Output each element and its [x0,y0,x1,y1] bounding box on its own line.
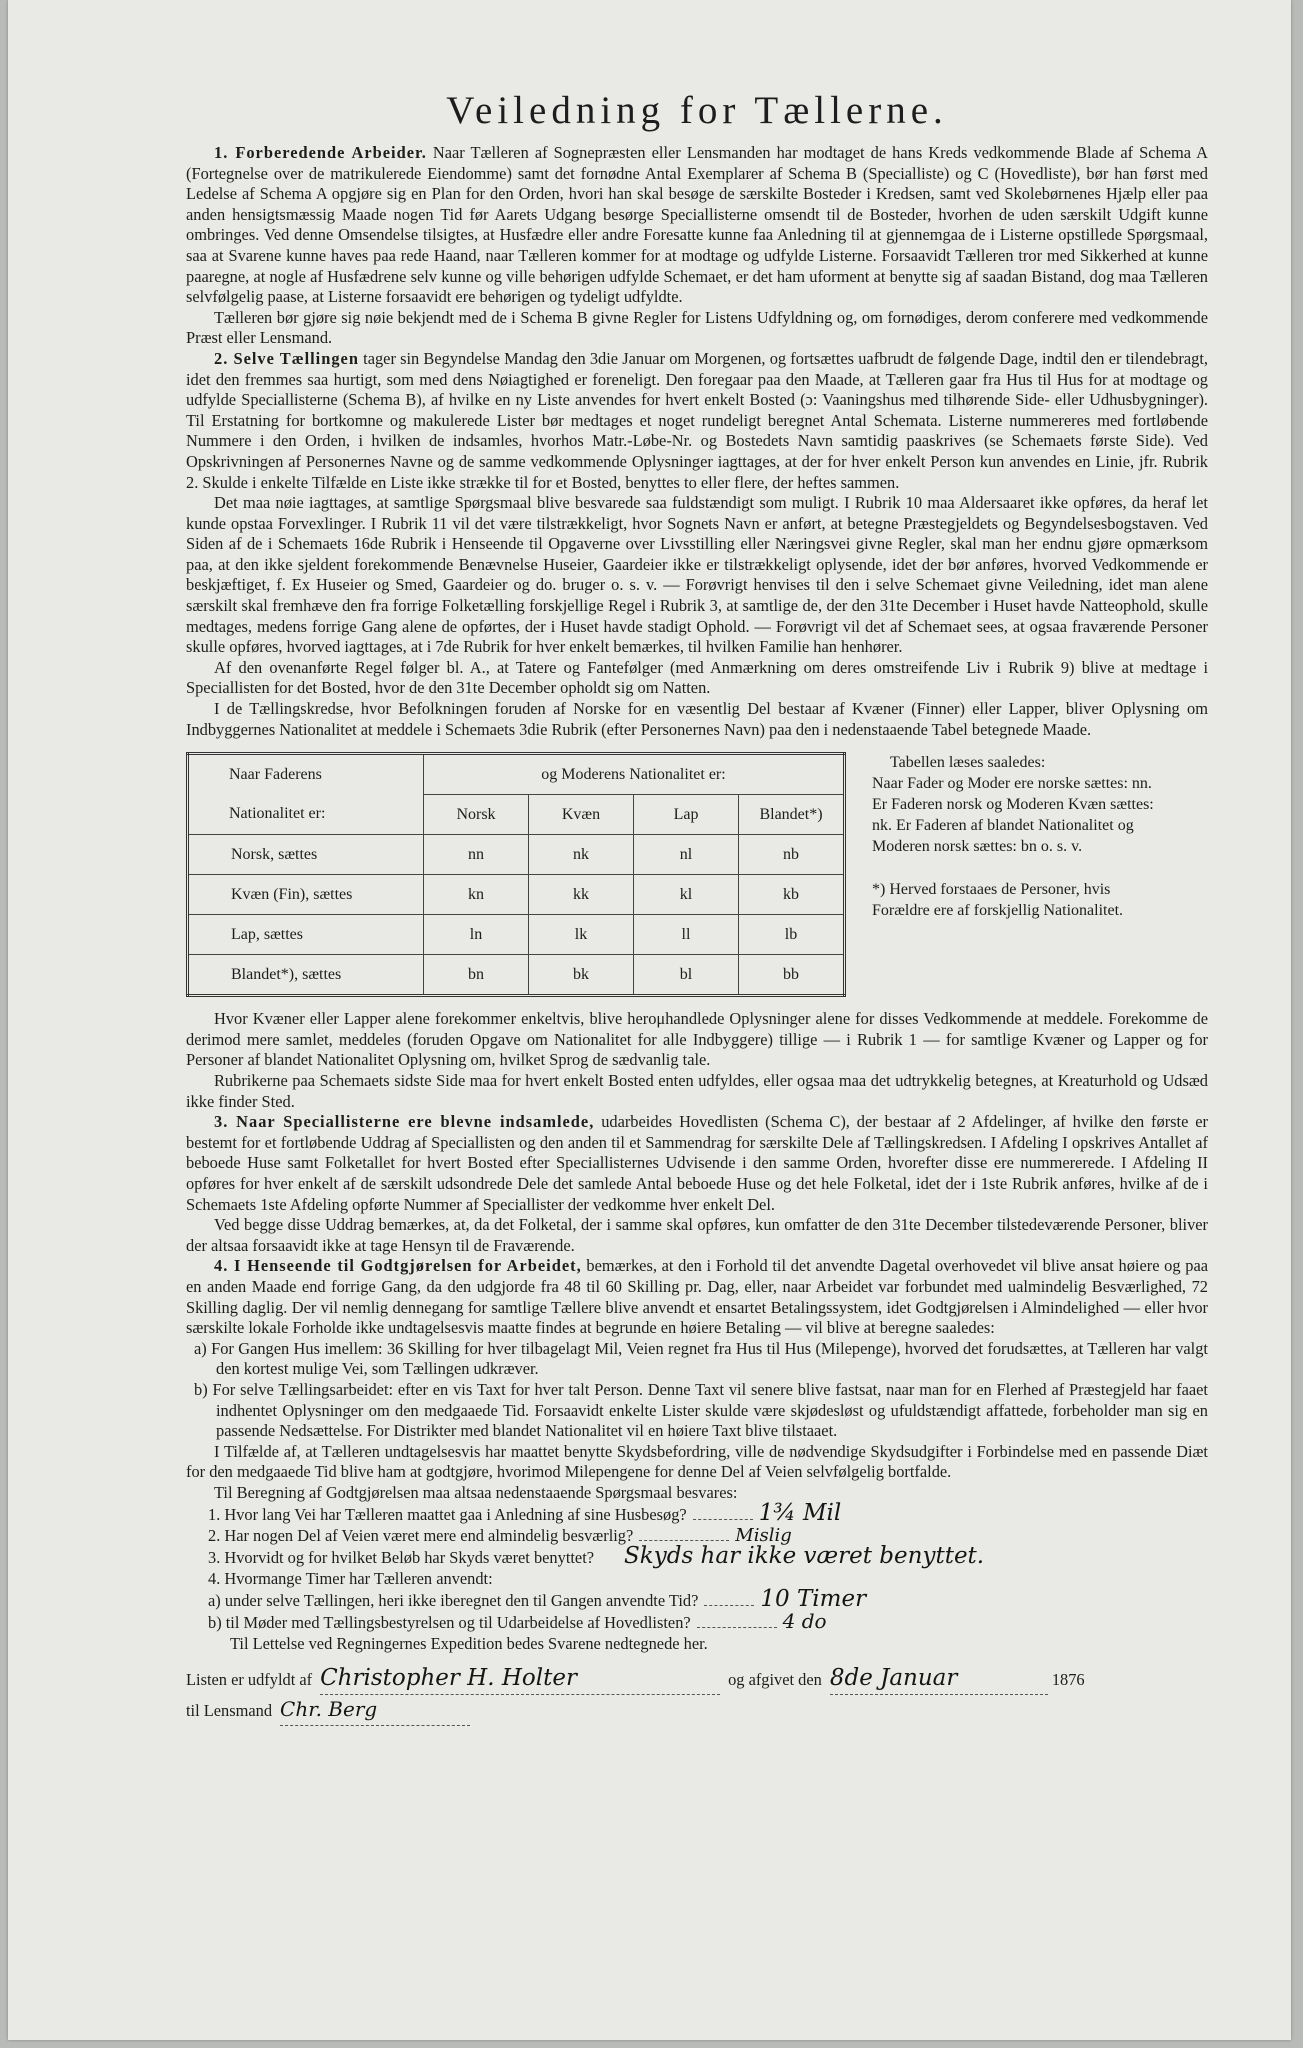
section-3-paragraph-2: Ved begge disse Uddrag bemærkes, at, da det Folketal, der i samme skal opføres, kun omfatter de den 31te December tilstedeværende Personer, bliver der altsaa forsaavidt ikke at tage Hensyn til de Fraværende. [186,1215,1208,1255]
section-4-heading: 4. I Henseende til Godtgjørelsen for Arbeidet, [214,1256,582,1276]
section-1-heading: 1. Forberedende Arbeider. [214,143,427,162]
section-4-paragraph-2: I Tilfælde af, at Tælleren undtagelsesvis har maattet benytte Skydsbefordring, ville de nødvendige Skydsudgifter i Forbindelse med en passende Diæt for den medgaaede Tid blive ham at godtgjøre, hvorimod Milepengene for denne Del af Veien selvfølgelig bortfalde. [186,1441,1208,1482]
section-3-paragraph [186,1112,1208,1215]
paper-sheet [8,0,1291,2040]
questions-block [186,1500,1208,1654]
section-2-paragraph-3: Af den ovenanførte Regel følger bl. A., at Tatere og Fantefølger (med Anmærkning om deres omstreifende Liv i Rubrik 9) blive at medtage i Speciallisten for det Bosted, hvor de den 31te December opholdt sig om Natten. [186,657,1208,698]
table-cell: kn [424,875,529,915]
table-explanation-text: Naar Fader og Moder ere norske sættes: nn. Er Faderen norsk og Moderen Kvæn sættes: nk. Er Faderen af blandet Nationalitet og Moderen norsk sættes: bn o. s. v. [872,775,1154,856]
document-page [186,85,1208,1726]
answer-4a-handwritten: 10 Timer [760,1586,867,1613]
table-row [188,835,845,875]
question-4a-text: a) under selve Tællingen, heri ikke iberegnet den til Gangen anvendte Tid? [208,1591,699,1611]
table-cell: lk [529,915,634,955]
table-cell: nl [634,835,739,875]
answer-3-handwritten: Skyds har ikke været benyttet. [624,1543,985,1570]
table-explanation [872,752,1162,997]
table-cell: nk [529,835,634,875]
section-4-paragraph [186,1256,1208,1338]
question-4b [208,1611,1208,1633]
lensmand-field [280,1695,470,1726]
col-header-blandet: Blandet*) [739,795,845,835]
answer-line [693,1518,753,1520]
lensmand-name-handwritten: Chr. Berg [280,1697,378,1722]
date-handwritten: 8de Januar [829,1665,958,1692]
filled-by-field [320,1664,720,1695]
section-1-paragraph [186,143,1208,308]
section-3-heading: 3. Naar Speciallisterne ere blevne indsamlede, [214,1112,595,1132]
rule-a: a) For Gangen Hus imellem: 36 Skilling for hver tilbagelagt Mil, Veien regnet fra Hus til Hus (Milepenge), hvorved det forudsættes, at Tælleren har valgt den kortest mulige Vei, som Tællingen udkræver. [194,1338,1208,1379]
table-cell: bk [529,955,634,996]
answer-1-handwritten: 1¾ Mil [758,1500,842,1527]
after-table-paragraph: Hvor Kvæner eller Lapper alene forekommer enkeltvis, blive herομhandlede Oplysninger alene for disses Vedkommende at meddele. Forekomme de derimod mere samlet, meddeles (foruden Opgave om Nationalitet for alle Indbyggere) tillige — i Rubrik 1 — for samtlige Kvæner og Lapper og for Personer af blandet Nationalitet Oplysning om, hvilket Sprog de sædvanlig tale. [186,1009,1208,1070]
footnote-blandet: *) Herved forstaaes de Personer, hvis Forældre ere af forskjellig Nationalitet. [872,881,1124,920]
table-cell: nn [424,835,529,875]
section-2-heading: 2. Selve Tællingen [214,348,359,368]
section-4-paragraph-3: Til Beregning af Godtgjørelsen maa altsaa nedenstaaende Spørgsmaal besvares: [214,1482,738,1502]
expedition-note: Til Lettelse ved Regningernes Expedition bedes Svarene nedtegnede her. [230,1634,708,1654]
row-label: Kvæn (Fin), sættes [188,875,424,915]
question-4a [208,1586,1208,1613]
signature-line [186,1664,1208,1695]
section-2-text: tager sin Begyndelse Mandag den 3die Januar om Morgenen, og fortsættes uafbrudt de følgende Dage, indtil den er tilendebragt, idet den fremmes saa hurtigt, som med dens Nøiagtighed er foreneligt. Den foregaar paa den Maade, at Tælleren gaar fra Hus til Hus for at modtage og udfylde Speciallisterne (Schema B), af hvilke en ny Liste anvendes for hvert enkelt Bosted (ɔ: Vaaningshus med tilhørende Side- eller Udhusbygninger). Til Erstatning for bortkomne og makulerede Lister bør medtages et noget rundeligt beregnet Antal Schemata. Listerne nummereres med fortløbende Nummere i den Orden, i hvilken de indsamles, hvorhos Matr.-Løbe-Nr. og Bostedets Navn samtidig paaskrives (se Schemaets første Side). Ved Opskrivningen af Personernes Navne og de samme vedkommende Oplysninger iagttages, at der for hver enkelt Person kun anvendes en Linie, jfr. Rubrik 2. Skulde i enkelte Tilfælde en Liste ikke strække til for et Bosted, benyttes to eller flere, der heftes sammen. [186,348,1208,492]
table-cell: bn [424,955,529,996]
answer-line [639,1539,729,1541]
table-cell: ll [634,915,739,955]
nationality-section [186,752,1208,997]
lensmand-prefix: til Lensmand [186,1701,273,1721]
question-3 [208,1543,1208,1570]
answer-line [704,1604,754,1606]
section-2-paragraph-2: Det maa nøie iagttages, at samtlige Spørgsmaal blive besvarede saa fuldstændigt som muligt. I Rubrik 10 maa Aldersaaret ikke opføres, da heraf let kunde opstaa Forvexlinger. I Rubrik 11 vil det være tilstrækkeligt, hvor Sognets Navn er anført, at betegne Præstegjeldets og Begyndelsesbogstaven. Ved Siden af de i Schemaets 16de Rubrik i Henseende til Opgaverne over Livsstilling eller Næringsvei givne Regler, skal man her endnu gjøre opmærksom paa, at den ikke sjeldent forekommende Benævnelse Huseier, Gaardeier ikke er tilstrækkeligt oplysende, idet der bør anføres, hvorved Vedkommende er beskjæftiget, f. Ex Huseier og Smed, Gaardeier og do. bruger o. s. v. — Forøvrigt henvises til den i selve Schemaet givne Veiledning, idet man alene særskilt skal fremhæve den fra forrige Folketælling forskjellige Regel i Rubrik 3, at samtlige de, der den 31te December i Huset havde Natteophold, skulle medtages, medens forrige Gang alene de opførtes, der i Huset havde stadigt Ophold. — Forøvrigt vil det af Schemaet sees, at ogsaa fraværende Personer skulle opføres, hvorved iagttages, at i 7de Rubrik for hver enkelt bemærkes, til hvilken Familie han henhører. [186,493,1208,657]
table-row [188,875,845,915]
question-1-text: 1. Hvor lang Vei har Tælleren maattet gaa i Anledning af sine Husbesøg? [208,1505,687,1525]
table-cell: kl [634,875,739,915]
col-header-kvaen: Kvæn [529,795,634,835]
question-1 [208,1500,1208,1527]
rule-b: b) For selve Tællingsarbeidet: efter en vis Taxt for hver talt Person. Denne Taxt vil senere blive fastsat, naar man for en Flerhed af Præstegjeld har faaet indhentet Oplysninger om den medgaaede Tid. Forsaavidt enkelte Lister skulde være skjødesløst og ufuldstændigt affattede, forbeholder man sig en passende Nedsættelse. For Distrikter med blandet Nationalitet vil en høiere Taxt blive tilstaaet. [194,1379,1208,1441]
signature-prefix: Listen er udfyldt af [186,1670,313,1690]
nationality-table [186,752,846,997]
table-corner-top: Naar Faderens [188,754,424,795]
question-4b-text: b) til Møder med Tællingsbestyrelsen og til Udarbeidelse af Hovedlisten? [208,1613,691,1633]
row-label: Norsk, sættes [188,835,424,875]
table-cell: kk [529,875,634,915]
row-label: Lap, sættes [188,915,424,955]
table-explanation-heading: Tabellen læses saaledes: [890,754,1046,772]
question-2-text: 2. Har nogen Del af Veien været mere end almindelig besværlig? [208,1526,634,1546]
date-field [830,1664,1048,1695]
question-3-text: 3. Hvorvidt og for hvilket Beløb har Skyds været benyttet? [208,1548,595,1568]
table-cell: lb [739,915,845,955]
section-2-paragraph-4: I de Tællingskredse, hvor Befolkningen foruden af Norske for en væsentlig Del bestaar af Kvæner (Finner) eller Lapper, bliver Oplysning om Indbyggernes Nationalitet at meddele i Schemaets 3die Rubrik (efter Personernes Navn) paa den i nedenstaaende Tabel betegnede Maade. [186,699,1208,739]
table-row [188,955,845,996]
section-1-paragraph-2: Tælleren bør gjøre sig nøie bekjendt med de i Schema B givne Regler for Listens Udfyldning og, om fornødiges, derom conferere med vedkommende Præst eller Lensmand. [186,307,1208,348]
section-2-paragraph [186,349,1208,493]
question-4-text: 4. Hvormange Timer har Tælleren anvendt: [208,1569,493,1589]
question-4 [208,1568,1208,1589]
table-cell: kb [739,875,845,915]
row-label: Blandet*), sættes [188,955,424,996]
answer-line [697,1626,777,1628]
section-4-text: bemærkes, at den i Forhold til det anvendte Dagetal overhovedet vil blive ansat høiere og paa en anden Maade end forrige Gang, da den udgjorde fra 48 til 60 Skilling pr. Dag, eller, naar Arbeidet var forbundet med ualmindelig Besværlighed, 72 Skilling daglig. Der vil nemlig dennegang for samtlige Tællere blive anvendt et ensartet Betalingssystem, idet Godtgjørelsen i Almindelighed — eller hvor særskilte lokale Forholde ikke undtagelsesvis maatte findes at begrunde en høiere Betaling — vil blive at beregne saaledes: [186,1256,1208,1338]
table-row [188,915,845,955]
signature-year: 1876 [1051,1670,1085,1690]
after-table-paragraph-2: Rubrikerne paa Schemaets sidste Side maa for hvert enkelt Bosted enten udfyldes, eller ogsaa maa det udtrykkelig betegnes, at Kreaturhold og Udsæd ikke finder Sted. [186,1071,1208,1111]
document-title: Veiledning for Tællerne. [446,89,948,132]
table-corner-bottom: Nationalitet er: [188,795,424,835]
lensmand-line [186,1695,1208,1726]
section-3-text: udarbeides Hovedlisten (Schema C), der bestaar af 2 Afdelinger, af hvilke den første er bestemt for et fortløbende Uddrag af Speciallisten og den anden til et Sammendrag for særskilte Dele af Tællingskredsen. I Afdeling I opskrives Antallet af beboede Huse samt Folketallet for hvert Bosted efter Speciallisternes Udvisende i den samme Orden, hvorefter disse ere nummererede. I Afdeling II opføres for hver enkelt af de særskilt udsondrede Dele det samlede Antal beboede Huse og det hele Folketal, idet der i 1ste Rubrik anføres, hvilke af de i Schemaets 1ste Afdeling opførte Nummer af Speciallister der vedkomme hver enkelt Del. [186,1112,1208,1214]
col-header-lap: Lap [634,795,739,835]
table-cell: nb [739,835,845,875]
answer-4b-handwritten: 4 do [782,1609,827,1634]
table-cell: bb [739,955,845,996]
table-cell: ln [424,915,529,955]
col-header-norsk: Norsk [424,795,529,835]
filler-name-handwritten: Christopher H. Holter [320,1665,577,1692]
table-cell: bl [634,955,739,996]
signature-mid: og afgivet den [728,1670,822,1690]
section-1-text: Naar Tælleren af Sognepræsten eller Lensmanden har modtaget de hans Kreds vedkommende Blade af Schema A (Fortegnelse over de matrikulerede Eiendomme) samt det fornødne Antal Exemplarer af Schema B (Specialliste) og C (Hovedliste), bør han først med Ledelse af Schema A opgjøre sig en Plan for den Orden, hvori han skal besøge de særskilte Bosteder i Kredsen, samt ved Skolebørnenes Hjælp eller paa anden hensigtsmæssig Maade nogen Tid før Aarets Udgang besørge Speciallisterne omsendt til de Bosteder, hvorhen de uden særskilt Udgift kunne ombringes. Ved denne Omsendelse tilsigtes, at Husfædre eller andre Foresatte kunne faa Anledning til at gjennemgaa de i Listerne opstillede Spørgsmaal, saa at Svarene kunne haves paa rede Haand, naar Tælleren kommer for at modtage og udfylde Listerne. Forsaavidt Tælleren tror med Sikkerhed at kunne paaregne, at nogle af Husfædrene selv kunne og ville behørigen udfylde Schemaet, er det ham uforment at benytte sig af saadan Bistand, dog maa Tælleren selvfølgelig paase, at Listerne forsaavidt ere behørigen og tydeligt udfyldte. [186,143,1208,307]
answer-2-handwritten: Mislig [735,1525,792,1547]
mother-nationality-header: og Moderens Nationalitet er: [424,754,845,795]
